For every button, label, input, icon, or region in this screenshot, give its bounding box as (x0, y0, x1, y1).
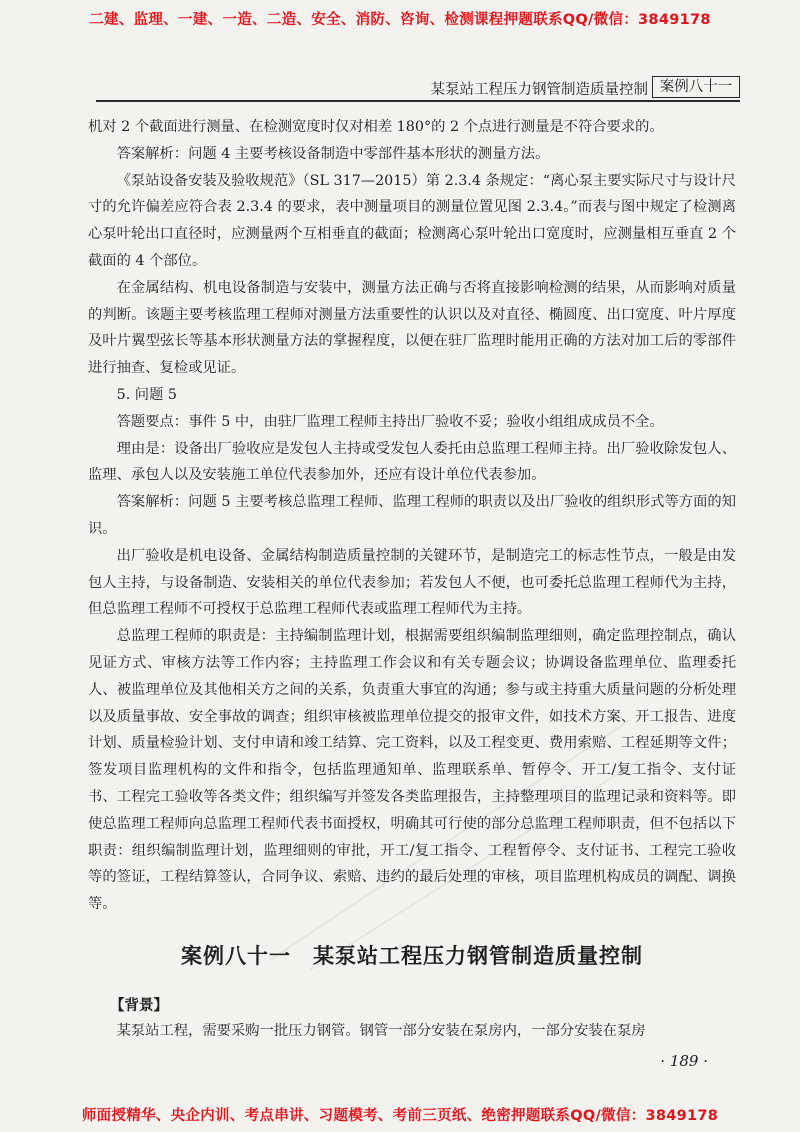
paragraph: 出厂验收是机电设备、金属结构制造质量控制的关键环节，是制造完工的标志性节点，一般是由发包人主持，与设备制造、安装相关的单位代表参加；若发包人不便，也可委托总监理工程师代为主持，但总监理工程师不可授权于总监理工程师代表或监理工程师代为主持。 (88, 547, 736, 618)
section-heading: 5. 问题 5 (116, 386, 178, 403)
running-header-title: 某泵站工程压力钢管制造质量控制 (430, 82, 648, 98)
paragraph: 总监理工程师的职责是：主持编制监理计划，根据需要组织编制监理细则，确定监理控制点，确认见证方式、审核方法等工作内容；主持监理工作会议和有关专题会议；协调设备监理单位、监理委托人、被监理单位及其他相关方之间的关系，负责重大事宜的沟通；参与或主持重大质量问题的分析处理以及质量事故、安全事故的调查；组织审核被监理单位提交的报审文件，如技术方案、开工报告、进度计划、质量检验计划、支付申请和竣工结算、完工资料，以及工程变更、费用索赔、工程延期等文件；签发项目监理机构的文件和指令，包括监理通知单、监理联系单、暂停令、开工/复工指令、支付证书、工程完工验收等各类文件；组织编写并签发各类监理报告，主持整理项目的监理记录和资料等。即使总监理工程师向总监理工程师代表书面授权，明确其可行使的部分总监理工程师职责，但不包括以下职责：组织编制监理计划，监理细则的审批，开工/复工指令、工程暂停令、支付证书、工程完工验收等的签证，工程结算签认，合同争议、索赔、违约的最后处理的审核，项目监理机构成员的调配、调换等。 (88, 628, 736, 913)
case-title: 案例八十一 某泵站工程压力钢管制造质量控制 (181, 944, 643, 968)
running-header (96, 76, 740, 102)
paragraph: 答案解析：问题 5 主要考核总监理工程师、监理工程师的职责以及出厂验收的组织形式等方面的知识。 (88, 494, 736, 537)
paragraph: 答案解析：问题 4 主要考核设备制造中零部件基本形状的测量方法。 (116, 145, 550, 162)
body-text (88, 114, 736, 918)
paragraph: 在金属结构、机电设备制造与安装中，测量方法正确与否将直接影响检测的结果，从而影响对质量的判断。该题主要考核监理工程师对测量方法重要性的认识以及对直径、椭圆度、出口宽度、叶片厚度及叶片翼型弦长等基本形状测量方法的掌握程度，以便在驻厂监理时能用正确的方法对加工后的零部件进行抽查、复检或见证。 (88, 279, 736, 377)
page-number: · 189 · (660, 1052, 708, 1070)
paragraph: 答题要点：事件 5 中，由驻厂监理工程师主持出厂验收不妥；验收小组组成成员不全。 (116, 413, 664, 430)
paragraph: 《泵站设备安装及验收规范》（SL 317—2015）第 2.3.4 条规定：“离心泵主要实际尺寸与设计尺寸的允许偏差应符合表 2.3.4 的要求，表中测量项目的测量位置见图 2.3.4。”而表与图中规定了检测离心泵叶轮出口直径时，应测量两个互相垂直的截面；检测离心泵叶轮出口宽度时，应测量相互垂直 2 个截面的 4 个部位。 (88, 172, 736, 269)
background-label: 【背景】 (110, 998, 168, 1014)
paragraph: 理由是：设备出厂验收应是发包人主持或受发包人委托由总监理工程师主持。出厂验收除发包人、监理、承包人以及安装施工单位代表参加外，还应有设计单位代表参加。 (88, 440, 736, 484)
background-text: 某泵站工程，需要采购一批压力钢管。钢管一部分安装在泵房内，一部分安装在泵房 (116, 1023, 646, 1039)
top-promo-banner: 二建、监理、一建、一造、二造、安全、消防、咨询、检测课程押题联系QQ/微信：3849178 (89, 12, 711, 28)
paragraph: 机对 2 个截面进行测量、在检测宽度时仅对相差 180°的 2 个点进行测量是不符合要求的。 (88, 119, 664, 135)
running-header-case-label: 案例八十一 (652, 76, 740, 98)
bottom-promo-banner: 师面授精华、央企内训、考点串讲、习题模考、考前三页纸、绝密押题联系QQ/微信：3849178 (81, 1108, 719, 1124)
